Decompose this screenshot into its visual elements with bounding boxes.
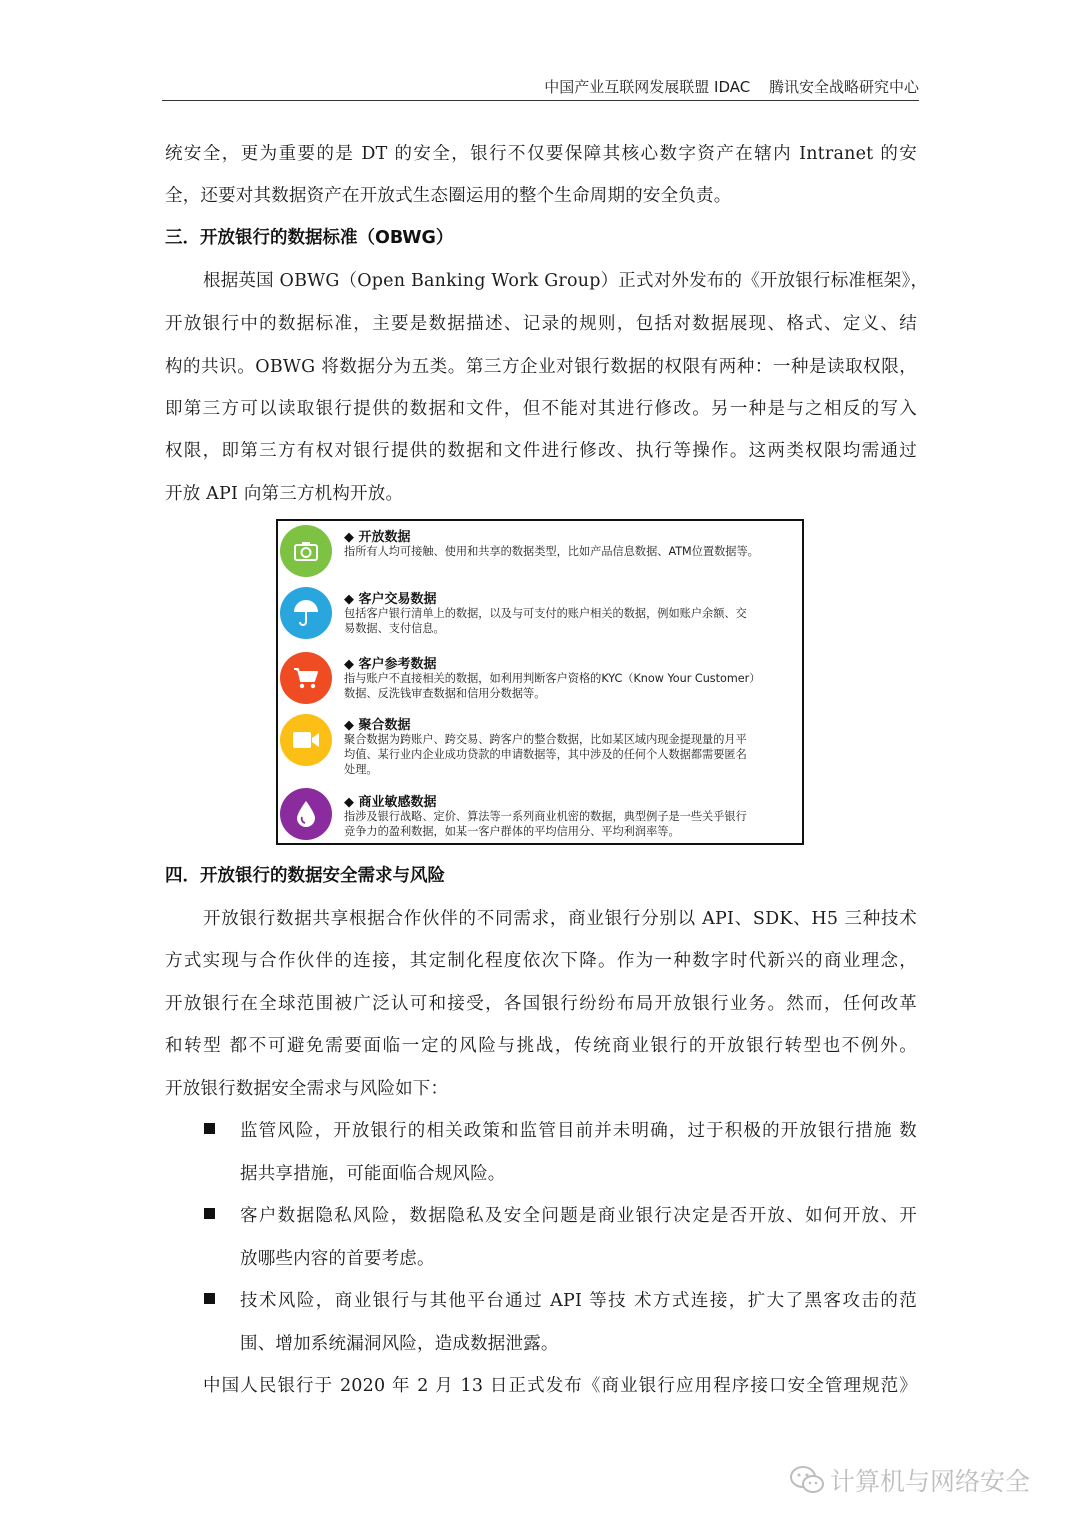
bullet-line: 据共享措施，可能面临合规风险。 [240,1164,506,1184]
paragraph-line: 全，还要对其数据资产在开放式生态圈运用的整个生命周期的安全负责。 [165,186,732,206]
figure-desc-line: 均值、某行业内企业成功贷款的申请数据等，其中涉及的任何个人数据都需要匿名 [344,748,747,761]
header-org-idac: 中国产业互联网发展联盟 IDAC [544,78,751,96]
figure-desc-line: 指涉及银行战略、定价、算法等一系列商业机密的数据，典型例子是一些关乎银行 [344,810,747,823]
paragraph-line: 开放银行在全球范围被广泛认可和接受，各国银行纷纷布局开放银行业务。然而，任何改革 [165,994,917,1014]
paragraph-line: 中国人民银行于 2020 年 2 月 13 日正式发布《商业银行应用程序接口安全管理规范》 [203,1376,917,1396]
bullet-line: 客户数据隐私风险，数据隐私及安全问题是商业银行决定是否开放、如何开放、开 [240,1206,917,1226]
paragraph-line: 开放 API 向第三方机构开放。 [165,484,404,504]
figure-desc-line: 聚合数据为跨账户、跨交易、跨客户的整合数据，比如某区域内现金提现量的月平 [344,733,747,746]
figure-desc-line: 竞争力的盈利数据，如某一客户群体的平均信用分、平均利润率等。 [344,825,680,838]
paragraph-line: 方式实现与合作伙伴的连接，其定制化程度依次下降。作为一种数字时代新兴的商业理念， [165,951,917,971]
paragraph-line: 构的共识。OBWG 将数据分为五类。第三方企业对银行数据的权限有两种：一种是读取权限， [165,357,917,377]
figure-item-desc [344,732,794,777]
figure-item-desc [344,671,794,701]
figure-item-badge [280,652,332,704]
bullet-line: 围、增加系统漏洞风险，造成数据泄露。 [240,1334,559,1354]
figure-desc-line: 包括客户银行清单上的数据，以及与可支付的账户相关的数据，例如账户余额、交 [344,607,747,620]
figure-desc-line: 指与账户不直接相关的数据，如利用判断客户资格的KYC（Know Your Customer） [344,672,761,685]
figure-item-title: ◆ 客户交易数据 [344,592,437,607]
bullet-marker [204,1208,215,1219]
figure-item-badge [280,587,332,639]
bullet-marker [204,1123,215,1134]
figure-item-title: ◆ 开放数据 [344,530,411,545]
figure-item-desc [344,606,794,636]
figure-item-badge [280,788,332,840]
wechat-icon [790,1465,824,1495]
figure-item-title: ◆ 聚合数据 [344,718,411,733]
camera-icon [294,541,318,561]
video-camera-icon [292,731,320,749]
section-heading-4: 四．开放银行的数据安全需求与风险 [165,866,445,886]
paragraph-line: 开放银行数据安全需求与风险如下： [165,1079,449,1099]
bullet-line: 放哪些内容的首要考虑。 [240,1249,435,1269]
bullet-line: 监管风险，开放银行的相关政策和监管目前并未明确，过于积极的开放银行措施 数 [240,1121,917,1141]
bullet-marker [204,1293,215,1304]
page-header [162,74,919,101]
figure-item-badge [280,714,332,766]
bullet-line: 技术风险，商业银行与其他平台通过 API 等技 术方式连接，扩大了黑客攻击的范 [240,1291,917,1311]
figure-item-badge [280,525,332,577]
figure-item-desc [344,544,794,559]
figure-desc-line: 易数据、支付信息。 [344,622,445,635]
watermark [790,1462,1050,1498]
section-heading-3: 三．开放银行的数据标准（OBWG） [165,228,454,248]
paragraph-line: 和转型 都不可避免需要面临一定的风险与挑战，传统商业银行的开放银行转型也不例外。 [165,1036,917,1056]
paragraph-line: 根据英国 OBWG（Open Banking Work Group）正式对外发布的《开放银行标准框架》， [203,271,929,291]
watermark-text: 计算机与网络安全 [830,1467,1031,1496]
figure-desc-line: 处理。 [344,763,378,776]
figure-item-title: ◆ 客户参考数据 [344,657,437,672]
figure-desc-line: 数据、反洗钱审查数据和信用分数据等。 [344,687,546,700]
paragraph-line: 开放银行中的数据标准，主要是数据描述、记录的规则，包括对数据展现、格式、定义、结 [165,314,917,334]
figure-desc-line: 指所有人均可接触、使用和共享的数据类型，比如产品信息数据、ATM位置数据等。 [344,545,759,558]
paragraph-line: 即第三方可以读取银行提供的数据和文件，但不能对其进行修改。另一种是与之相反的写入 [165,399,917,419]
paragraph-line: 统安全，更为重要的是 DT 的安全，银行不仅要保障其核心数字资产在辖内 Intranet 的安 [165,144,917,164]
droplet-icon [296,800,316,828]
paragraph-line: 权限，即第三方有权对银行提供的数据和文件进行修改、执行等操作。这两类权限均需通过 [165,441,917,461]
figure-item-desc [344,809,794,839]
cart-icon [293,666,319,690]
data-categories-figure [276,519,804,845]
figure-item-title: ◆ 商业敏感数据 [344,795,437,810]
paragraph-line: 开放银行数据共享根据合作伙伴的不同需求，商业银行分别以 API、SDK、H5 三种技术 [203,909,917,929]
header-org-tencent: 腾讯安全战略研究中心 [768,78,919,96]
umbrella-icon [293,599,319,627]
